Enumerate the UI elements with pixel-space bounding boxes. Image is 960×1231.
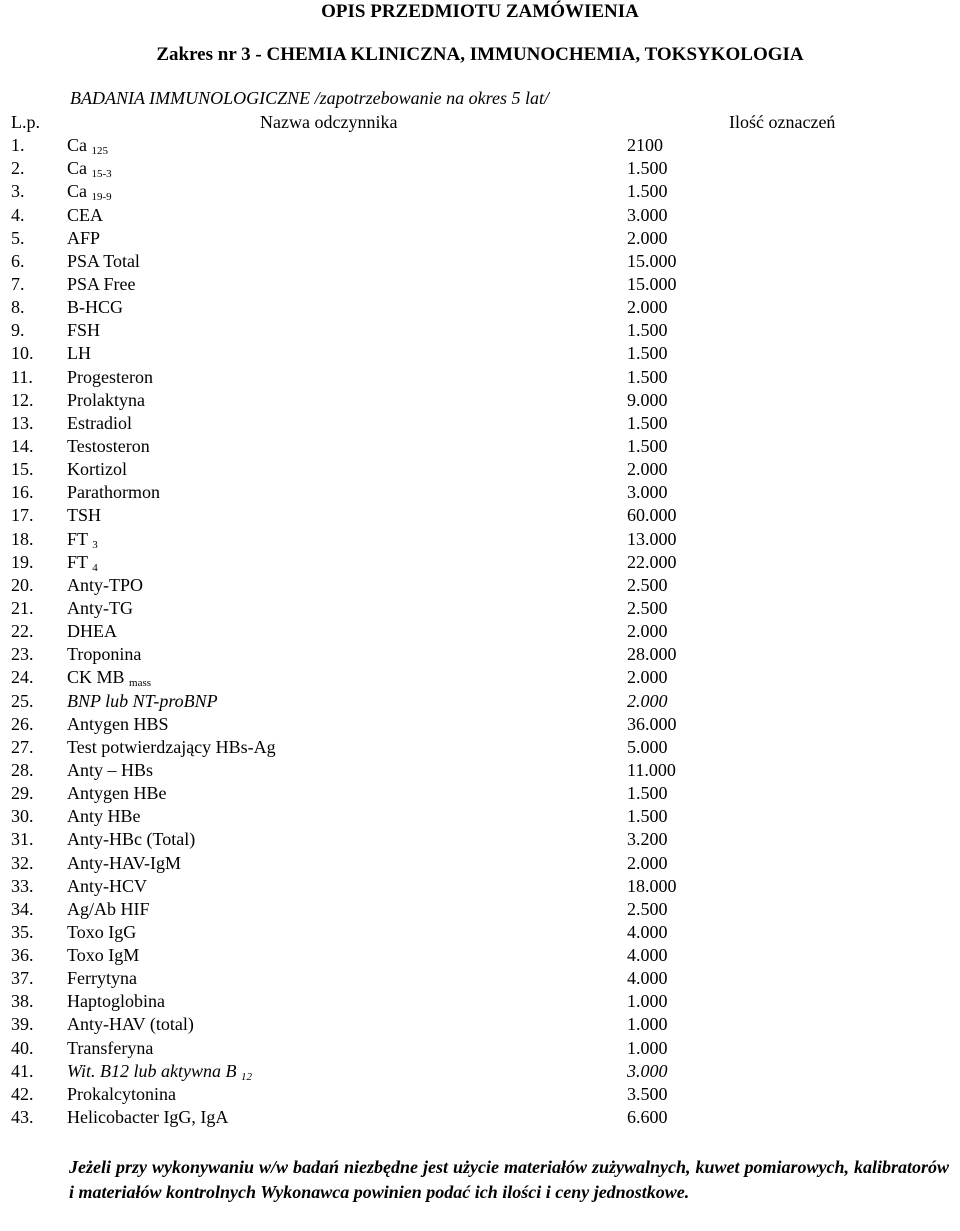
reagent-name — [67, 528, 98, 551]
quantity: 13.000 — [627, 528, 677, 549]
row-number: 13. — [11, 412, 34, 433]
table-row — [0, 227, 960, 250]
reagent-name — [67, 852, 181, 875]
row-number: 23. — [11, 644, 34, 665]
footnote: Jeżeli przy wykonywaniu w/w badań niezbędne jest użycie materiałów zużywalnych, kuwet pomiarowych, kalibratorów i materiałów kontrolnych Wykonawca powinien podać ich ilości i ceny jednostkowe. — [69, 1157, 949, 1202]
reagent-name-text: Troponina — [67, 644, 142, 665]
quantity: 15.000 — [627, 250, 677, 271]
quantity: 2.000 — [627, 690, 668, 711]
row-number: 16. — [11, 482, 34, 503]
reagent-name-text: Ag/Ab HIF — [67, 898, 150, 919]
reagent-name — [67, 944, 139, 967]
reagent-name-text: Toxo IgG — [67, 921, 137, 942]
quantity: 4.000 — [627, 968, 668, 989]
reagent-name-text: Haptoglobina — [67, 991, 165, 1012]
quantity: 3.000 — [627, 482, 668, 503]
reagent-name-text: Ca — [67, 181, 87, 202]
row-number: 29. — [11, 783, 34, 804]
reagent-name-text: Estradiol — [67, 412, 132, 433]
quantity: 3.500 — [627, 1083, 668, 1104]
quantity: 1.000 — [627, 1014, 668, 1035]
reagent-name — [67, 990, 165, 1013]
table-row — [0, 1083, 960, 1106]
reagent-name-text: Anty – HBs — [67, 759, 154, 780]
reagent-name-text: B-HCG — [67, 297, 124, 318]
row-number: 35. — [11, 921, 34, 942]
table-row — [0, 528, 960, 551]
quantity: 1.500 — [627, 783, 668, 804]
reagent-name — [67, 319, 100, 342]
reagent-name — [67, 690, 218, 713]
table-row — [0, 250, 960, 273]
reagent-name-text: PSA Total — [67, 250, 140, 271]
reagent-name-text: Parathormon — [67, 482, 160, 503]
reagent-name — [67, 250, 140, 273]
quantity: 4.000 — [627, 945, 668, 966]
quantity: 2.500 — [627, 597, 668, 618]
reagent-name — [67, 1060, 252, 1083]
quantity: 22.000 — [627, 551, 677, 572]
section-heading: BADANIA IMMUNOLOGICZNE /zapotrzebowanie na okres 5 lat/ — [70, 88, 549, 108]
reagent-name-text: BNP lub NT-proBNP — [67, 690, 218, 711]
table-row — [0, 805, 960, 828]
quantity: 2.000 — [627, 852, 668, 873]
reagent-name — [67, 713, 169, 736]
reagent-name — [67, 389, 145, 412]
reagent-name-text: Wit. B12 lub aktywna B — [67, 1060, 237, 1081]
row-number: 22. — [11, 621, 34, 642]
table-row — [0, 898, 960, 921]
reagent-name-text: PSA Free — [67, 273, 136, 294]
reagent-subscript: 12 — [240, 1070, 252, 1083]
reagent-name — [67, 180, 112, 203]
quantity: 28.000 — [627, 644, 677, 665]
row-number: 43. — [11, 1107, 34, 1128]
reagent-name — [67, 157, 112, 180]
header-name: Nazwa odczynnika — [260, 112, 398, 132]
row-number: 40. — [11, 1037, 34, 1058]
row-number: 10. — [11, 343, 34, 364]
table-row — [0, 504, 960, 527]
reagent-name — [67, 204, 103, 227]
table-row — [0, 690, 960, 713]
table-row — [0, 342, 960, 365]
row-number: 20. — [11, 574, 34, 595]
row-number: 31. — [11, 829, 34, 850]
reagent-name-text: Prokalcytonina — [67, 1083, 176, 1104]
table-row — [0, 921, 960, 944]
row-number: 30. — [11, 806, 34, 827]
quantity: 1.500 — [627, 412, 668, 433]
table-row — [0, 1037, 960, 1060]
reagent-name — [67, 458, 127, 481]
quantity: 1.000 — [627, 1037, 668, 1058]
reagent-name — [67, 504, 101, 527]
quantity: 6.600 — [627, 1107, 668, 1128]
table-row — [0, 435, 960, 458]
quantity: 15.000 — [627, 273, 677, 294]
quantity: 4.000 — [627, 921, 668, 942]
reagent-name — [67, 481, 160, 504]
table-row — [0, 134, 960, 157]
row-number: 19. — [11, 551, 34, 572]
quantity: 1.500 — [627, 366, 668, 387]
quantity: 1.500 — [627, 320, 668, 341]
table-row — [0, 597, 960, 620]
reagent-name — [67, 435, 150, 458]
reagent-subscript: mass — [129, 677, 152, 690]
reagent-name — [67, 736, 276, 759]
table-row — [0, 551, 960, 574]
reagent-subscript: 125 — [91, 145, 108, 158]
quantity: 1.500 — [627, 343, 668, 364]
reagent-name — [67, 967, 137, 990]
row-number: 7. — [11, 273, 25, 294]
row-number: 32. — [11, 852, 34, 873]
reagent-name-text: FT — [67, 528, 88, 549]
table-row — [0, 643, 960, 666]
table-row — [0, 967, 960, 990]
quantity: 1.500 — [627, 435, 668, 456]
reagent-name — [67, 759, 153, 782]
reagent-name-text: Anty-HAV (total) — [67, 1014, 194, 1035]
reagent-name — [67, 134, 108, 157]
header-lp: L.p. — [11, 112, 40, 132]
quantity: 2.000 — [627, 459, 668, 480]
row-number: 34. — [11, 898, 34, 919]
reagent-name-text: FT — [67, 551, 88, 572]
row-number: 18. — [11, 528, 34, 549]
table-row — [0, 574, 960, 597]
reagent-name-text: AFP — [67, 227, 101, 248]
quantity: 3.000 — [627, 1060, 668, 1081]
reagent-name-text: Transferyna — [67, 1037, 154, 1058]
table-row — [0, 713, 960, 736]
reagent-name-text: FSH — [67, 320, 101, 341]
reagent-name-text: LH — [67, 343, 91, 364]
reagent-name-text: TSH — [67, 505, 102, 526]
table-row — [0, 875, 960, 898]
table-row — [0, 759, 960, 782]
quantity: 2.000 — [627, 621, 668, 642]
row-number: 1. — [11, 135, 25, 156]
quantity: 18.000 — [627, 875, 677, 896]
table-row — [0, 828, 960, 851]
reagent-name — [67, 620, 117, 643]
reagent-subscript: 4 — [92, 561, 98, 574]
reagent-name — [67, 227, 100, 250]
row-number: 28. — [11, 759, 34, 780]
reagent-name-text: Antygen HBS — [67, 713, 169, 734]
row-number: 27. — [11, 736, 34, 757]
row-number: 17. — [11, 505, 34, 526]
reagent-name — [67, 273, 136, 296]
table-row — [0, 366, 960, 389]
row-number: 14. — [11, 435, 34, 456]
row-number: 4. — [11, 204, 25, 225]
reagent-name-text: Helicobacter IgG, IgA — [67, 1107, 229, 1128]
table-row — [0, 412, 960, 435]
reagent-name-text: Anty-TG — [67, 597, 133, 618]
quantity: 2100 — [627, 135, 663, 156]
reagent-name — [67, 1083, 176, 1106]
row-number: 39. — [11, 1014, 34, 1035]
reagent-name-text: Anty-HCV — [67, 875, 147, 896]
table-row — [0, 944, 960, 967]
reagent-name-text: Ferrytyna — [67, 968, 137, 989]
reagent-name-text: Ca — [67, 158, 87, 179]
quantity: 2.000 — [627, 667, 668, 688]
quantity: 9.000 — [627, 389, 668, 410]
table-row — [0, 180, 960, 203]
reagent-name — [67, 1037, 153, 1060]
reagent-name-text: Test potwierdzający HBs-Ag — [67, 736, 276, 757]
table-row — [0, 319, 960, 342]
row-number: 15. — [11, 459, 34, 480]
row-number: 9. — [11, 320, 25, 341]
row-number: 8. — [11, 297, 25, 318]
quantity: 36.000 — [627, 713, 677, 734]
table-row — [0, 666, 960, 689]
reagent-name-text: Antygen HBe — [67, 783, 167, 804]
reagent-name-text: CK MB — [67, 667, 125, 688]
reagent-name-text: Anty-HAV-IgM — [67, 852, 182, 873]
row-number: 26. — [11, 713, 34, 734]
quantity: 1.000 — [627, 991, 668, 1012]
reagent-name — [67, 342, 91, 365]
row-number: 3. — [11, 181, 25, 202]
table-row — [0, 1106, 960, 1129]
reagent-name — [67, 597, 133, 620]
reagent-name — [67, 875, 147, 898]
document-title: OPIS PRZEDMIOTU ZAMÓWIENIA — [321, 1, 639, 22]
reagent-name-text: Ca — [67, 135, 87, 156]
reagent-name-text: Anty HBe — [67, 806, 141, 827]
reagent-name — [67, 921, 136, 944]
table-row — [0, 852, 960, 875]
row-number: 12. — [11, 389, 34, 410]
quantity: 11.000 — [627, 759, 676, 780]
reagent-name-text: Testosteron — [67, 435, 150, 456]
table-row — [0, 389, 960, 412]
row-number: 5. — [11, 227, 25, 248]
quantity: 2.500 — [627, 574, 668, 595]
reagent-name — [67, 666, 151, 689]
quantity: 2.000 — [627, 297, 668, 318]
quantity: 2.500 — [627, 898, 668, 919]
reagent-name-text: Toxo IgM — [67, 945, 140, 966]
table-row — [0, 736, 960, 759]
table-row — [0, 990, 960, 1013]
table-row — [0, 157, 960, 180]
row-number: 11. — [11, 366, 33, 387]
reagent-subscript: 15-3 — [91, 168, 112, 181]
reagent-name-text: CEA — [67, 204, 103, 225]
quantity: 60.000 — [627, 505, 677, 526]
reagent-table — [0, 111, 960, 1129]
reagent-name-text: Anty-HBc (Total) — [67, 829, 196, 850]
row-number: 42. — [11, 1083, 34, 1104]
row-number: 2. — [11, 158, 25, 179]
table-row — [0, 620, 960, 643]
reagent-name-text: Prolaktyna — [67, 389, 145, 410]
table-row — [0, 1013, 960, 1036]
reagent-name — [67, 412, 132, 435]
reagent-subscript: 19-9 — [91, 191, 112, 204]
reagent-subscript: 3 — [92, 538, 98, 551]
row-number: 37. — [11, 968, 34, 989]
reagent-name-text: Kortizol — [67, 459, 127, 480]
quantity: 1.500 — [627, 806, 668, 827]
reagent-name — [67, 643, 141, 666]
quantity: 1.500 — [627, 158, 668, 179]
header-qty: Ilość oznaczeń — [729, 112, 836, 132]
table-row — [0, 458, 960, 481]
row-number: 36. — [11, 945, 34, 966]
reagent-name — [67, 296, 123, 319]
row-number: 33. — [11, 875, 34, 896]
quantity: 5.000 — [627, 736, 668, 757]
reagent-name — [67, 551, 98, 574]
document-subtitle: Zakres nr 3 - CHEMIA KLINICZNA, IMMUNOCHEMIA, TOKSYKOLOGIA — [156, 44, 804, 65]
table-row — [0, 296, 960, 319]
quantity: 2.000 — [627, 227, 668, 248]
table-row — [0, 204, 960, 227]
reagent-name — [67, 366, 153, 389]
table-row — [0, 1060, 960, 1083]
reagent-name-text: Progesteron — [67, 366, 153, 387]
row-number: 41. — [11, 1060, 34, 1081]
row-number: 6. — [11, 250, 25, 271]
quantity: 3.000 — [627, 204, 668, 225]
reagent-name — [67, 1106, 228, 1129]
reagent-name — [67, 898, 150, 921]
row-number: 24. — [11, 667, 34, 688]
table-row — [0, 273, 960, 296]
table-row — [0, 782, 960, 805]
quantity: 3.200 — [627, 829, 668, 850]
reagent-name — [67, 1013, 194, 1036]
reagent-name — [67, 782, 166, 805]
quantity: 1.500 — [627, 181, 668, 202]
row-number: 21. — [11, 597, 34, 618]
row-number: 38. — [11, 991, 34, 1012]
table-row — [0, 481, 960, 504]
table-body — [0, 134, 960, 1129]
reagent-name — [67, 828, 195, 851]
reagent-name-text: Anty-TPO — [67, 574, 143, 595]
reagent-name — [67, 574, 143, 597]
table-header-row — [0, 111, 960, 134]
row-number: 25. — [11, 690, 34, 711]
reagent-name — [67, 805, 141, 828]
reagent-name-text: DHEA — [67, 621, 117, 642]
